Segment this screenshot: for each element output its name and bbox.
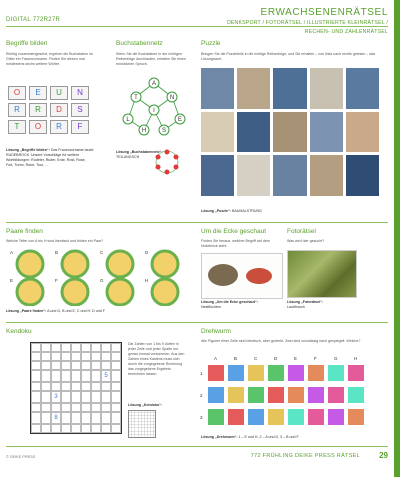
- puzzle-piece: [346, 155, 379, 196]
- letter-tile: O: [29, 120, 47, 134]
- drehwurm-col-label: C: [254, 356, 258, 361]
- puzzle-grid: [201, 68, 379, 196]
- paare-solution: [6, 309, 186, 314]
- kendoku-given: 3: [51, 391, 61, 403]
- letter-tile: E: [29, 86, 47, 100]
- begriffe-title: Begriffe bilden: [6, 40, 48, 47]
- page-number: 29: [379, 451, 388, 460]
- paare-text: Welche Teller von A bis H sind identisch und bilden ein Paar?: [6, 239, 104, 243]
- plate-label: C: [100, 250, 104, 255]
- drehwurm-col-label: F: [314, 356, 317, 361]
- netz-title: Buchstabennetz: [116, 40, 163, 47]
- paare-solution-text: A und G, B und E, C und H, D und F: [47, 309, 105, 313]
- puzzle-piece: [201, 155, 234, 196]
- puzzle-piece: [346, 68, 379, 109]
- net-letter: A: [151, 81, 157, 87]
- drehwurm-col-label: B: [234, 356, 238, 361]
- letter-tile: U: [50, 86, 68, 100]
- letter-tile: F: [71, 120, 89, 134]
- puzzle-piece: [310, 68, 343, 109]
- section-title: ERWACHSENENRÄTSEL: [260, 7, 388, 18]
- green-sidebar: [394, 0, 400, 477]
- plate: [107, 279, 133, 305]
- puzzle-piece: [346, 112, 379, 153]
- plate: [107, 251, 133, 277]
- plate-label: H: [145, 278, 149, 283]
- begriffe-letter-grid: [8, 86, 90, 134]
- foto-solution-label: Lösung „Fotorätsel“:: [287, 300, 324, 304]
- header-right: [227, 7, 388, 36]
- paare-plates: [6, 248, 186, 306]
- letter-tile: D: [50, 103, 68, 117]
- sports-sketch: [246, 268, 272, 284]
- letter-tile: N: [71, 86, 89, 100]
- puzzle-piece: [201, 68, 234, 109]
- kendoku-title: Kendoku: [6, 328, 32, 335]
- drehwurm-solution: [201, 435, 379, 440]
- kendoku-solution-label: Lösung „Kendoku“:: [128, 403, 163, 407]
- puzzle-title: Puzzle: [201, 40, 221, 47]
- notepad-image: [201, 253, 283, 299]
- net-letter: L: [126, 117, 130, 123]
- drehwurm-row-label: 3: [200, 415, 203, 420]
- puzzle-piece: [273, 112, 306, 153]
- net-letter: S: [161, 128, 167, 134]
- plate-label: A: [10, 250, 14, 255]
- footer-copyright: © DEIKE PRESS: [6, 455, 36, 459]
- footer-title: 772 FRÜHLING DEIKE PRESS RÄTSEL: [250, 453, 360, 459]
- net-letter: N: [169, 95, 175, 101]
- ecke-solution-text: Nestflüchten: [201, 305, 221, 309]
- drehwurm-col-label: E: [294, 356, 298, 361]
- puzzle-solution: [201, 209, 379, 214]
- plate: [62, 251, 88, 277]
- plate-label: B: [55, 250, 59, 255]
- kendoku-given: 8: [51, 412, 61, 424]
- letter-tile: R: [29, 103, 47, 117]
- footer-divider: [6, 446, 388, 447]
- netz-solution-text: TEILUNGSCH: [116, 155, 140, 159]
- section-subtitle-1: DENKSPORT / FOTORÄTSEL / ILLUSTRIERTE KLEINRÄTSEL /: [226, 20, 388, 26]
- drehwurm-col-label: D: [274, 356, 278, 361]
- plate: [17, 279, 43, 305]
- kendoku-solution-grid: [128, 410, 156, 438]
- net-letter: E: [177, 117, 183, 123]
- kendoku-grid: [30, 342, 122, 434]
- puzzle-piece: [273, 155, 306, 196]
- plate: [152, 251, 178, 277]
- plate-label: D: [145, 250, 149, 255]
- foto-solution: [287, 300, 377, 310]
- letter-tile: T: [8, 120, 26, 134]
- ecke-solution: [201, 300, 283, 310]
- begriffe-text: Richtig zusammengesetzt, ergeben die Buchstaben im Gitter ein Frauenvorname. Finden Sie diesen und mindestens sechs weitere Wörter.: [6, 52, 93, 66]
- letter-tile: R: [8, 103, 26, 117]
- foto-text: Was wird hier gesucht?: [287, 239, 325, 243]
- letter-net: [116, 75, 192, 145]
- drehwurm-col-label: A: [214, 356, 218, 361]
- plate: [62, 279, 88, 305]
- net-letter: T: [134, 95, 138, 101]
- puzzle-solution-label: Lösung „Puzzle“:: [201, 209, 231, 213]
- plate-label: E: [10, 278, 14, 283]
- puzzle-piece: [237, 155, 270, 196]
- begriffe-solution-label: Lösung „Begriffe bilden“:: [6, 148, 50, 152]
- drehwurm-figures: [200, 355, 376, 433]
- drehwurm-tiles: [208, 365, 364, 425]
- bird-nest-sketch: [208, 264, 238, 286]
- begriffe-solution-text: Das Frauenvorname lautet RUDEBROCK. Unsere Vorschläge für weitere Wortbildungen: Rudeter, Ruder, Erde, Rost, Rose, Fort, Turbo, Rotor, Tour, …: [6, 148, 94, 167]
- paare-solution-label: Lösung „Paare finden“:: [6, 309, 47, 313]
- drehwurm-col-label: H: [354, 356, 358, 361]
- plate: [17, 251, 43, 277]
- drehwurm-col-label: G: [334, 356, 338, 361]
- puzzle-piece: [273, 68, 306, 109]
- puzzle-piece: [201, 112, 234, 153]
- plate: [152, 279, 178, 305]
- drehwurm-row-label: 1: [200, 371, 203, 376]
- puzzle-piece: [310, 155, 343, 196]
- begriffe-solution: [6, 148, 94, 168]
- foto-title: Fotorätsel: [287, 228, 316, 235]
- netz-solution-graphic: [152, 148, 182, 176]
- ecke-text: Finden Sie heraus, welcher Begriff auf dem Notizblock steht.: [201, 239, 270, 248]
- plate-label: G: [100, 278, 104, 283]
- puzzle-piece: [310, 112, 343, 153]
- puzzle-text: Bringen Sie die Puzzleteile in die richtige Reihenfolge, und Sie erhalten – von links nach rechts gelesen – das Lösungswort.: [201, 52, 376, 61]
- header-code: DIGITAL 772R27R: [6, 17, 61, 23]
- letter-tile: O: [8, 86, 26, 100]
- kendoku-solution: [128, 403, 186, 408]
- puzzle-solution-text: BAUMALSTRUNG: [231, 209, 262, 213]
- header-divider: [6, 26, 388, 27]
- letter-tile: R: [50, 120, 68, 134]
- plate-label: F: [55, 278, 58, 283]
- letter-tile: S: [71, 103, 89, 117]
- ecke-title: Um die Ecke geschaut: [201, 228, 267, 235]
- row-divider-1: [6, 222, 388, 223]
- net-letter: I: [153, 108, 155, 114]
- drehwurm-solution-text: 1 – E und H, 2 – A und D, 3 – B und F: [238, 435, 299, 439]
- kendoku-text: Die Zahlen von 1 bis 9 dürfen in jeder Zeile und jeder Spalte nur genau einmal vorkommen. Aus den Zahlen eines Kastens muss sich durch die vorgegebene Rechnung das vorgegebene Ergebnis berechnen lassen.: [128, 342, 185, 376]
- drehwurm-title: Drehwurm: [201, 328, 231, 335]
- drehwurm-text: Alle Figuren einer Zeile sind identisch, aber gedreht. Zwei sind unzulässig nach gespiegelt. Welche?: [201, 339, 361, 343]
- ecke-solution-label: Lösung „Um die Ecke geschaut“:: [201, 300, 258, 304]
- puzzle-piece: [237, 112, 270, 153]
- kendoku-given: 5: [101, 370, 111, 382]
- net-letter: H: [141, 128, 147, 134]
- foto-solution-text: Laubfrosch: [287, 305, 305, 309]
- paare-title: Paare finden: [6, 228, 43, 235]
- netz-solution-label: Lösung „Buchstabennetz“:: [116, 150, 163, 154]
- drehwurm-row-label: 2: [200, 393, 203, 398]
- puzzle-piece: [237, 68, 270, 109]
- netz-text: Wenn Sie die Buchstaben in der richtigen Reihenfolge durchlaufen, erhalten Sie einen mündlichen Spruch.: [116, 52, 186, 66]
- row-divider-2: [6, 322, 388, 323]
- section-subtitle-2: RECHEN- UND ZAHLENRÄTSEL: [304, 29, 388, 35]
- drehwurm-solution-label: Lösung „Drehwurm“:: [201, 435, 238, 439]
- frog-photo: [287, 250, 357, 298]
